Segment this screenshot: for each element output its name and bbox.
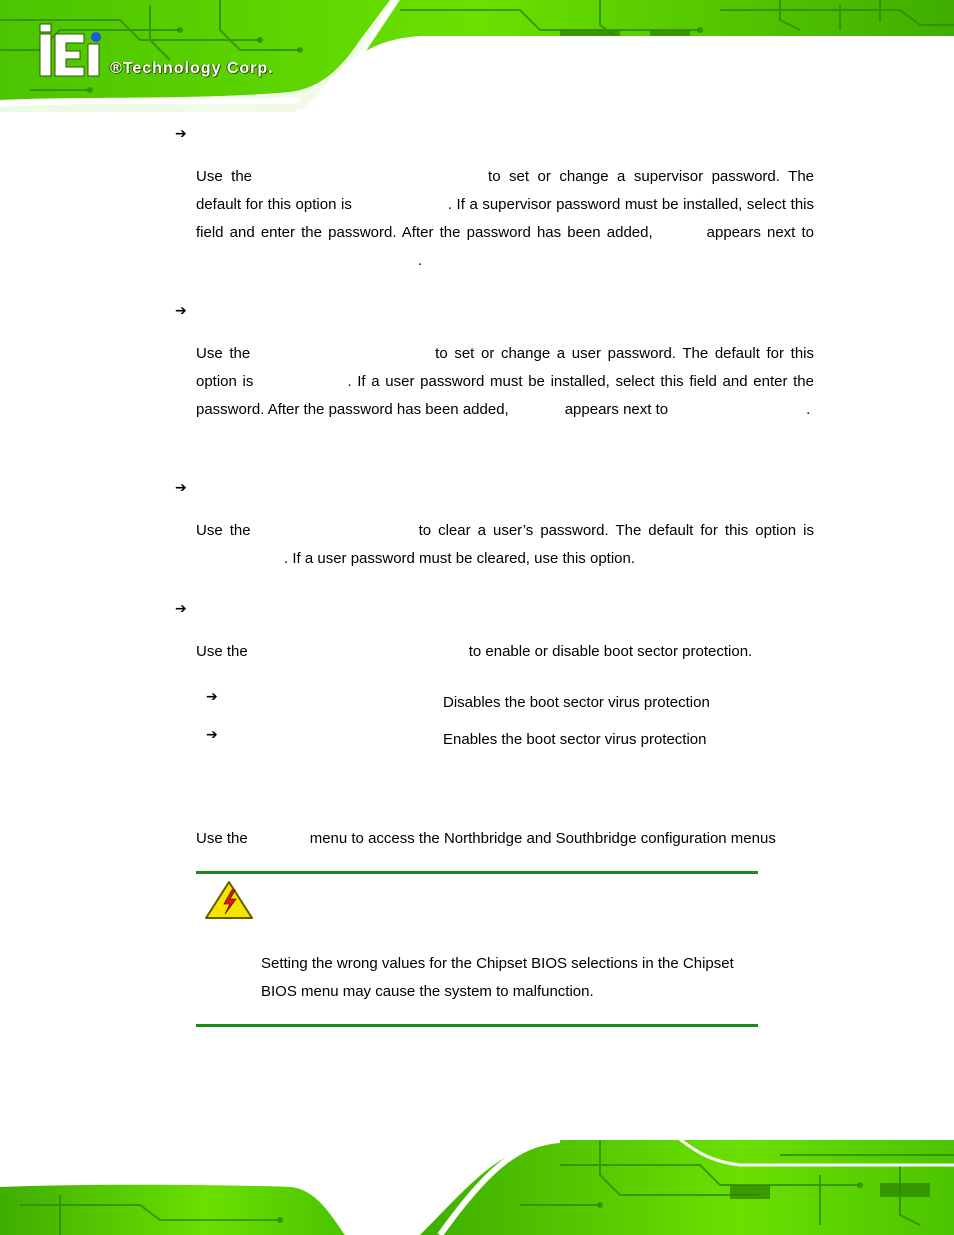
supervisor-password-paragraph: Use the to set or change a supervisor password. The default for this option is . If a supervisor password must be installed, select this field and enter the password. After the password has been added, appears next to. — [196, 168, 815, 269]
page-header-banner — [0, 0, 954, 112]
option-arrow-icon: ➔ — [206, 727, 218, 743]
clear-user-password-paragraph: Use the to clear a user’s password. The default for this option is. If a user password must be cleared, use this option. — [196, 522, 814, 567]
chipset-intro: Use the menu to access the Northbridge and Southbridge configuration menus — [196, 830, 776, 847]
logo-tagline: ®Technology Corp. — [110, 60, 274, 77]
warning-bottom-rule — [196, 1024, 758, 1027]
option-arrow-icon: ➔ — [206, 689, 218, 705]
warning-text-line-1: Setting the wrong values for the Chipset BIOS selections in the Chipset — [261, 955, 734, 972]
boot-sector-protection-intro: Use the to enable or disable boot sector protection. — [196, 643, 753, 660]
bullet-arrow-icon: ➔ — [175, 601, 187, 617]
option-disabled-description: Disables the boot sector virus protection — [443, 694, 710, 711]
option-enabled-description: Enables the boot sector virus protection — [443, 731, 707, 748]
bullet-arrow-icon: ➔ — [175, 303, 187, 319]
warning-lightning-icon — [204, 880, 254, 920]
circuit-board-header-graphic — [0, 0, 954, 112]
bullet-arrow-icon: ➔ — [175, 126, 187, 142]
user-password-paragraph: Use the to set or change a user password. The default for this option is . If a user password must be installed, select this field and enter the password. After the password has been added, appears next to . — [196, 345, 814, 418]
page-footer-banner — [0, 1125, 954, 1235]
warning-top-rule — [196, 871, 758, 874]
warning-text-line-2: BIOS menu may cause the system to malfunction. — [261, 983, 594, 1000]
bullet-arrow-icon: ➔ — [175, 480, 187, 496]
circuit-board-footer-graphic — [0, 1125, 954, 1235]
